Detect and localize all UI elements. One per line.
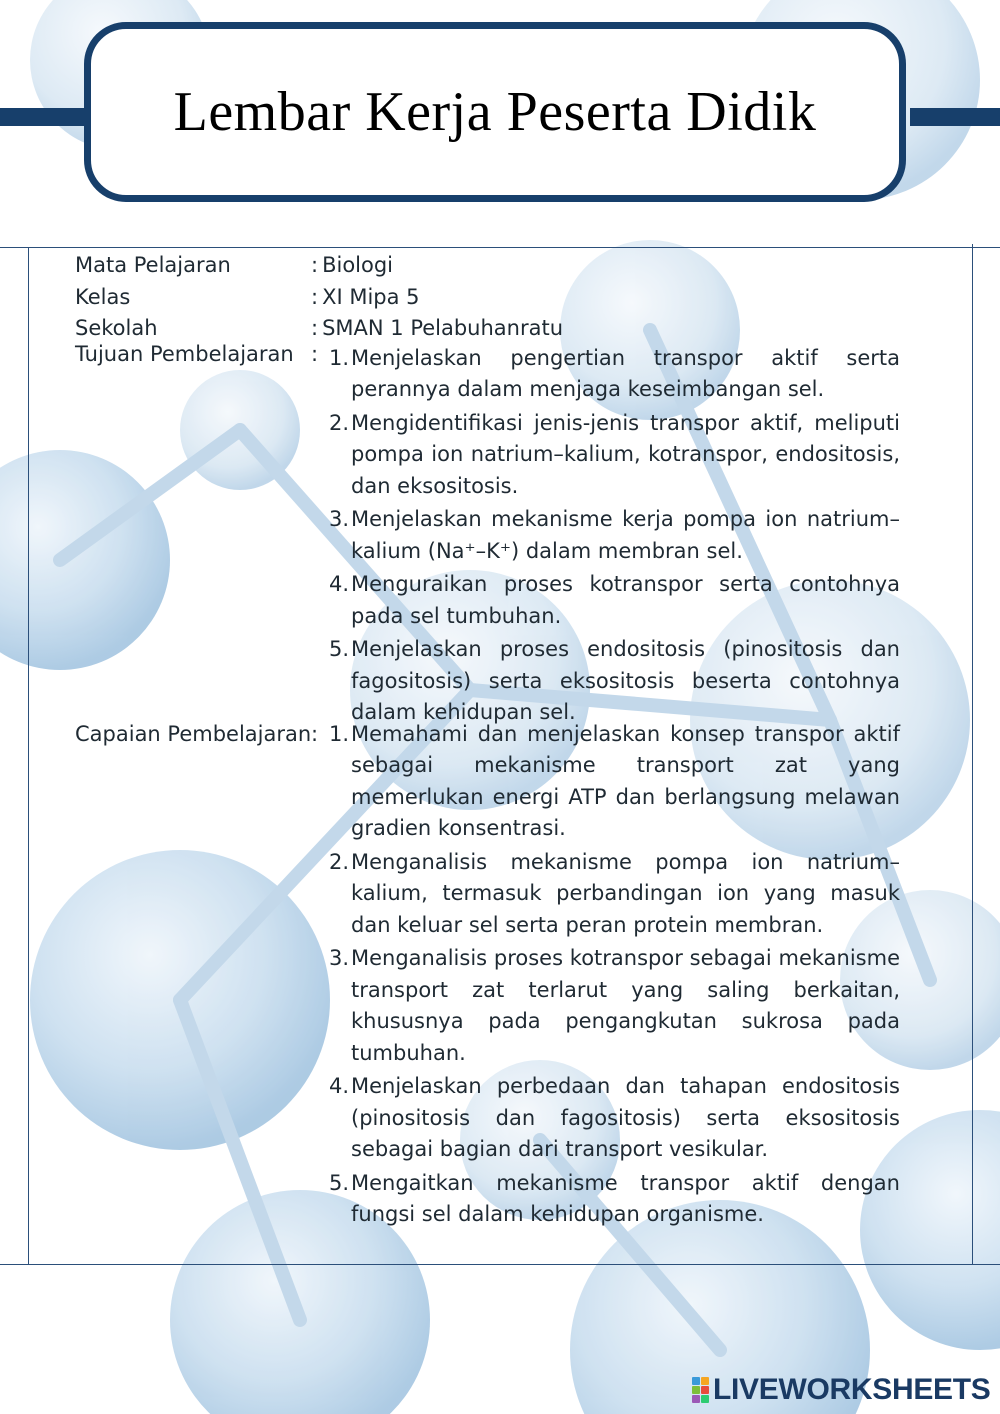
section-colon: :	[311, 721, 319, 746]
header-band-right	[910, 108, 1000, 126]
frame-top-line	[0, 247, 1000, 248]
list-number: 3.	[329, 946, 350, 970]
info-value: SMAN 1 Pelabuhanratu	[322, 316, 564, 340]
section-label: Capaian Pembelajaran	[75, 721, 312, 746]
learning-objectives-section	[75, 339, 900, 729]
list-text: Menganalisis proses kotranspor sebagai mekanisme transport zat terlarut yang saling berkaitan, khususnya pada pengangkutan sukrosa pada tumbuhan.	[351, 946, 900, 1065]
list-number: 2.	[329, 849, 350, 874]
list-number: 4.	[329, 1074, 350, 1098]
info-row-class	[75, 282, 900, 314]
list-text: Mengaitkan mekanisme transpor aktif dengan fungsi sel dalam kehidupan organisme.	[351, 1170, 900, 1226]
list-item	[329, 343, 900, 406]
list-item	[329, 504, 900, 567]
list-text: Memahami dan menjelaskan konsep transpor aktif sebagai mekanisme transport zat yang memerlukan energi ATP dan berlangsung melawan gradien konsentrasi.	[351, 721, 900, 840]
list-item	[329, 1168, 900, 1231]
list-number: 1.	[329, 721, 350, 746]
list-text: Menjelaskan mekanisme kerja pompa ion natrium–kalium (Na⁺–K⁺) dalam membran sel.	[351, 507, 900, 563]
logo-text: LIVEWORKSHEETS	[713, 1373, 991, 1406]
info-value: XI Mipa 5	[322, 284, 420, 309]
outcomes-list	[75, 719, 900, 1231]
list-number: 1.	[329, 345, 350, 370]
list-item	[329, 408, 900, 503]
list-number: 2.	[329, 410, 350, 435]
info-label: Sekolah	[75, 316, 158, 340]
list-number: 5.	[329, 1170, 350, 1195]
title-box	[84, 22, 906, 202]
info-colon: :	[311, 316, 319, 340]
list-item	[329, 634, 900, 729]
frame-left-line	[28, 247, 29, 1264]
objectives-list	[75, 339, 900, 729]
info-row-subject	[75, 250, 900, 282]
learning-outcomes-section	[75, 719, 900, 1231]
list-text: Mengidentifikasi jenis-jenis transpor aktif, meliputi pompa ion natrium–kalium, kotranspor, endositosis, dan eksositosis.	[351, 410, 900, 498]
list-item	[329, 847, 900, 942]
list-item	[329, 569, 900, 632]
identity-section	[75, 250, 900, 1233]
list-number: 5.	[329, 637, 350, 661]
list-item	[329, 1071, 900, 1166]
list-text: Menganalisis mekanisme pompa ion natrium–kalium, termasuk perbandingan ion yang masuk dan keluar sel serta peran protein membran.	[351, 849, 900, 937]
header-band-left	[0, 108, 90, 126]
info-value: Biologi	[322, 253, 394, 277]
frame-right-line	[972, 244, 973, 1264]
page-title: Lembar Kerja Peserta Didik	[173, 81, 817, 143]
logo-mark-icon	[692, 1377, 709, 1403]
section-colon: :	[311, 341, 319, 366]
list-text: Menjelaskan perbedaan dan tahapan endositosis (pinositosis dan fagositosis) serta eksositosis sebagai bagian dari transport vesikular.	[351, 1074, 900, 1161]
info-colon: :	[311, 284, 319, 309]
info-label: Mata Pelajaran	[75, 253, 231, 277]
info-label: Kelas	[75, 284, 131, 309]
list-text: Menjelaskan proses endositosis (pinositosis dan fagositosis) serta eksositosis beserta contohnya dalam kehidupan sel.	[351, 637, 900, 724]
list-text: Menguraikan proses kotranspor serta contohnya pada sel tumbuhan.	[351, 572, 900, 628]
frame-bottom-line	[0, 1264, 1000, 1265]
list-number: 3.	[329, 507, 350, 531]
info-colon: :	[311, 253, 319, 277]
list-item	[329, 943, 900, 1069]
list-number: 4.	[329, 572, 350, 596]
list-text: Menjelaskan pengertian transpor aktif serta perannya dalam menjaga keseimbangan sel.	[351, 345, 900, 401]
list-item	[329, 719, 900, 845]
liveworksheets-logo	[692, 1374, 991, 1406]
section-label: Tujuan Pembelajaran	[75, 341, 294, 366]
